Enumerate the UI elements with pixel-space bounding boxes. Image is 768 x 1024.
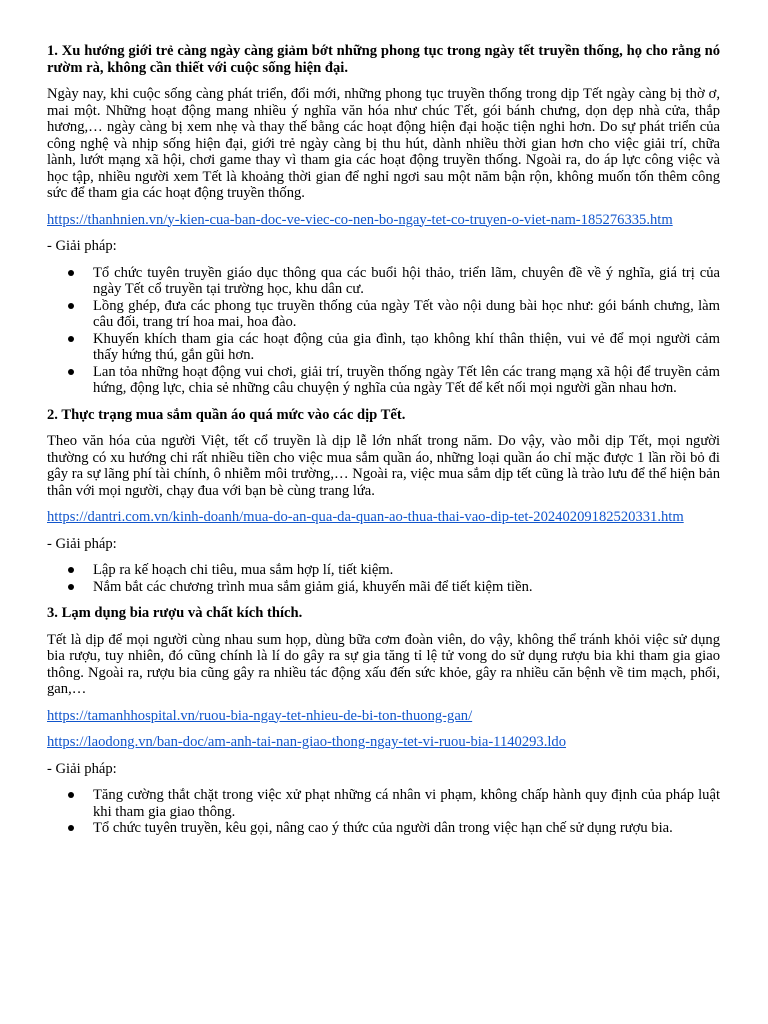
list-item xyxy=(47,787,720,820)
list-item xyxy=(47,265,720,298)
source-link[interactable]: https://laodong.vn/ban-doc/am-anh-tai-nan-giao-thong-ngay-tet-vi-ruou-bia-1140293.ldo xyxy=(47,734,567,750)
list-item-text: Lan tỏa những hoạt động vui chơi, giải trí, truyền thống ngày Tết lên các trang mạng xã hội để truyền cảm hứng, động lực, chia sẻ những câu chuyện ý nghĩa của ngày Tết để kết nối mọi người gần nhau hơn. xyxy=(93,363,720,396)
section-heading: 3. Lạm dụng bia rượu và chất kích thích. xyxy=(47,605,303,621)
solution-label: - Giải pháp: xyxy=(47,535,117,552)
source-link[interactable]: https://thanhnien.vn/y-kien-cua-ban-doc-ve-viec-co-nen-bo-ngay-tet-co-truyen-o-viet-nam-185276335.htm xyxy=(47,211,673,228)
list-item-text: Tăng cường thắt chặt trong việc xử phạt những cá nhân vi phạm, không chấp hành quy định của pháp luật khi tham gia giao thông. xyxy=(93,787,720,820)
bullet-icon xyxy=(68,336,74,342)
list-item xyxy=(47,820,720,837)
list-item xyxy=(47,562,720,579)
section-heading: 2. Thực trạng mua sắm quần áo quá mức vào các dịp Tết. xyxy=(47,406,406,423)
section-paragraph: Ngày nay, khi cuộc sống càng phát triển, đổi mới, những phong tục truyền thống trong dịp Tết ngày càng bị thờ ơ, mai một. Những hoạt động mang nhiều ý nghĩa văn hóa như chúc Tết, gói bánh chưng, dọn dẹp nhà cửa, thắp hương,… ngày càng bị xem nhẹ và thay thế bằng các hoạt động hiện đại hoặc tiện nghi hơn. Do sự phát triển của công nghệ và nhịp sống hiện đại, giới trẻ ngày càng bị thu hút, dành nhiều thời gian hơn cho việc giải trí, chữa lành, lướt mạng xã hội, chơi game thay vì tham gia các hoạt động truyền thống. Ngoài ra, do áp lực công việc và học tập, nhiều người xem Tết là khoảng thời gian để nghỉ ngơi sau một năm bận rộn, không muốn tốn thêm công sức để tham gia các hoạt động truyền thống. xyxy=(47,86,720,201)
solution-label: - Giải pháp: xyxy=(47,238,117,254)
section-paragraph: Tết là dịp để mọi người cùng nhau sum họp, dùng bữa cơm đoàn viên, do vậy, không thể tránh khỏi việc sử dụng bia rượu, tuy nhiên, đó cũng chính là lí do gây ra sự gia tăng tỉ lệ tử vong do sử dụng rượu bia khi tham gia giao thông. Ngoài ra, rượu bia cũng gây ra nhiều tác động xấu đến sức khỏe, gây ra nhiều căn bệnh về tim mạch, phổi, gan,… xyxy=(47,631,720,697)
list-item xyxy=(47,298,720,331)
source-link[interactable]: https://dantri.com.vn/kinh-doanh/mua-do-an-qua-da-quan-ao-thua-thai-vao-dip-tet-20240209182520331.htm xyxy=(47,509,684,525)
bullet-icon xyxy=(68,567,74,573)
source-link[interactable]: https://tamanhhospital.vn/ruou-bia-ngay-tet-nhieu-de-bi-ton-thuong-gan/ xyxy=(47,707,473,724)
section-paragraph: Theo văn hóa của người Việt, tết cổ truyền là dịp lễ lớn nhất trong năm. Do vậy, vào mỗi dịp Tết, mọi người thường có xu hướng chi rất nhiều tiền cho việc mua sắm quần áo, những loại quần áo chỉ mặc được 1 lần rồi bỏ đi gây ra sự lãng phí tài chính, ô nhiễm môi trường,… Ngoài ra, việc mua sắm dịp tết cũng là trào lưu để thể hiện bản thân với mọi người, chạy đua với bạn bè cùng trang lứa. xyxy=(47,433,720,499)
list-item xyxy=(47,579,720,596)
bullet-icon xyxy=(68,825,74,831)
list-item-text: Tổ chức tuyên truyền, kêu gọi, nâng cao ý thức của người dân trong việc hạn chế sử dụng rượu bia. xyxy=(93,820,673,836)
list-item-text: Nắm bắt các chương trình mua sắm giảm giá, khuyến mãi để tiết kiệm tiền. xyxy=(93,578,533,595)
list-item-text: Tổ chức tuyên truyền giáo dục thông qua các buổi hội thảo, triển lãm, chuyên đề về ý nghĩa, giá trị của ngày Tết cổ truyền tại trường học, khu dân cư. xyxy=(93,264,720,297)
list-item xyxy=(47,331,720,364)
section-1 xyxy=(47,43,720,397)
solution-list xyxy=(47,562,720,595)
list-item-text: Khuyến khích tham gia các hoạt động của gia đình, tạo không khí thân thiện, vui vẻ để mọi người cảm thấy hứng thú, gắn gũi hơn. xyxy=(93,330,720,363)
list-item-text: Lồng ghép, đưa các phong tục truyền thống của ngày Tết vào nội dung bài học như: gói bánh chưng, làm câu đối, trang trí hoa mai, hoa đào. xyxy=(93,297,720,330)
bullet-icon xyxy=(68,270,74,276)
list-item-text: Lập ra kế hoạch chi tiêu, mua sắm hợp lí, tiết kiệm. xyxy=(93,562,394,578)
solution-list xyxy=(47,787,720,837)
bullet-icon xyxy=(68,792,74,798)
bullet-icon xyxy=(68,584,74,590)
bullet-icon xyxy=(68,303,74,309)
solution-list xyxy=(47,265,720,397)
section-heading: 1. Xu hướng giới trẻ càng ngày càng giảm bớt những phong tục trong ngày tết truyền thống, họ cho rằng nó rườm rà, không cần thiết với cuộc sống hiện đại. xyxy=(47,43,720,76)
list-item xyxy=(47,364,720,397)
section-3 xyxy=(47,605,720,837)
solution-label: - Giải pháp: xyxy=(47,760,117,777)
bullet-icon xyxy=(68,369,74,375)
section-2 xyxy=(47,407,720,596)
document-page xyxy=(47,43,720,847)
